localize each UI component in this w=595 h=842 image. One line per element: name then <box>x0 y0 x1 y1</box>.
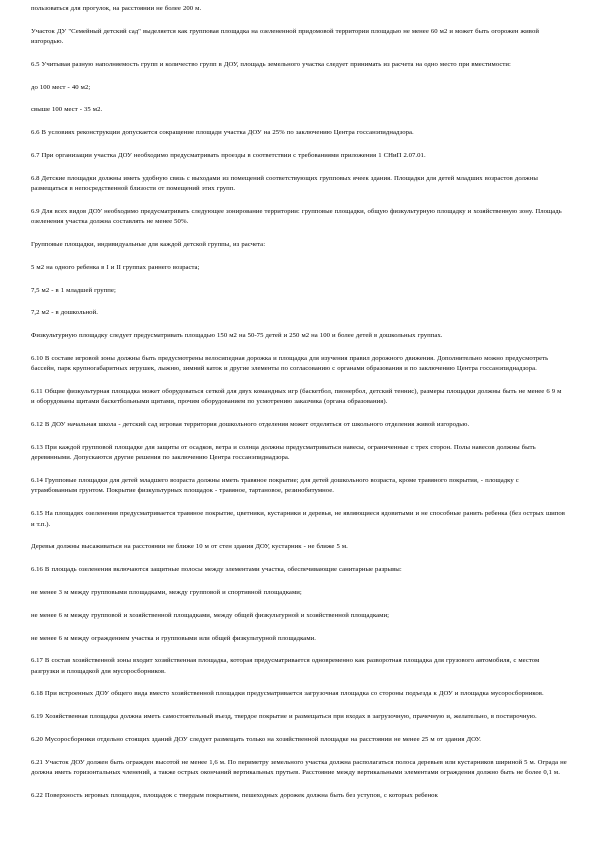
paragraph-6-13: 6.13 При каждой групповой площадке для защиты от осадков, ветра и солнца должны предусматриваться навесы, ограниченные с трех сторон. Полы навесов должны быть деревянными. Допускаются другие решения по заключению Центра госсанэпиднадзора. <box>31 444 536 462</box>
paragraph-6-19: 6.19 Хозяйственная площадка должна иметь самостоятельный въезд, твердое покрытие и размещаться при входах в загрузочную, прачечную и, желательно, в постирочную. <box>31 713 537 721</box>
paragraph-gap-6m-fence: не менее 6 м между ограждением участка и групповыми или общей физкультурной площадками. <box>31 634 316 642</box>
paragraph-rate-preschool: 7,2 м2 - в дошкольной. <box>31 309 98 317</box>
paragraph-6-10: 6.10 В составе игровой зоны должны быть предусмотрены велосипедная дорожка и площадка для изучения правил дорожного движения. Дополнительно можно предусмотреть бассейн, парк крупногабаритных игрушек, лыжню, зимний каток и другие элементы по согласованию с органами образования и по заключению Центра госсанэпиднадзора. <box>31 355 549 373</box>
paragraph-continuation: пользоваться для прогулок, на расстоянии не более 200 м. <box>31 5 202 12</box>
document-page <box>31 4 567 814</box>
paragraph-6-20: 6.20 Мусоросборники отдельно стоящих зданий ДОУ следует размещать только на хозяйственной площадке на расстоянии не менее 25 м от здания ДОУ. <box>31 735 481 743</box>
paragraph-6-8: 6.8 Детские площадки должны иметь удобную связь с выходами из помещений соответствующих групповых ячеек здания. Площадки для детей младших возрастов должны размещаться в непосредственной близости от помещений этих групп. <box>31 174 538 193</box>
paragraph-6-15: 6.15 На площадях озеленения предусматривается травяное покрытие, цветники, кустарники и деревья, не являющиеся ядовитыми и не способные ранить ребенка (без острых шипов и т.п.). <box>31 510 566 528</box>
paragraph-rate-junior: 7,5 м2 - в 1 младшей группе; <box>31 286 116 294</box>
paragraph-gap-3m: не менее 3 м между групповыми площадками, между групповой и спортивной площадками; <box>31 588 302 596</box>
paragraph-6-21: 6.21 Участок ДОУ должен быть огражден высотой не менее 1,6 м. По периметру земельного участка должна располагаться полоса деревьев или кустарников шириной 5 м. Ограда не должна иметь горизонтальных членений, а также острых окончаний вертикальных прутьев. Расстояние между вертикальными элементами ограждения должно быть не более 0,1 м. <box>31 758 567 777</box>
paragraph-6-12: 6.12 В ДОУ начальная школа - детский сад игровая территория дошкольного отделения может отделяться от школьного отделения живой изгородью. <box>31 421 470 429</box>
paragraph-6-11: 6.11 Общие физкультурная площадка может оборудоваться сеткой для двух командных игр (баскетбол, пионербол, детский теннис), размеры площадки должны быть не менее 6 9 м и оборудованы щитами баскетбольными щитами, прочим оборудованием по усмотрению заказчика (органа образования). <box>31 388 562 406</box>
paragraph-6-6: 6.6 В условиях реконструкции допускается сокращение площади участка ДОУ на 25% по заключению Центра госсанэпиднадзора. <box>31 129 414 137</box>
paragraph-rate-early: 5 м2 на одного ребенка в I и II группах раннего возраста; <box>31 263 200 271</box>
paragraph-6-9: 6.9 Для всех видов ДОУ необходимо предусматривать следующее зонирование территории: групповые площадки, общую физкультурную площадку и хозяйственную зону. Площадь озеленения участка должна составлять не менее 50%. <box>31 207 562 226</box>
paragraph-sports-area: Физкультурную площадку следует предусматривать площадью 150 м2 на 50-75 детей и 250 м2 на 100 и более детей в дошкольных группах. <box>31 332 443 340</box>
paragraph-6-7: 6.7 При организации участка ДОУ необходимо предусматривать проезды в соответствии с требованиями приложения 1 СНиП 2.07.01. <box>31 152 426 160</box>
paragraph-over-100: свыше 100 мест - 35 м2. <box>31 106 103 114</box>
paragraph-6-17: 6.17 В состав хозяйственной зоны входит хозяйственная площадка, которая предусматривается одновременно как разворотная площадка для грузового автомобиля, с местом разгрузки и площадкой для мусоросборников. <box>31 657 540 675</box>
paragraph-6-5: 6.5 Учитывая разную наполняемость групп и количество групп в ДОУ, площадь земельного участка следует принимать из расчета на одно место при вместимости: <box>31 60 511 68</box>
paragraph-6-14: 6.14 Групповые площадки для детей младшего возраста должны иметь травяное покрытие; для детей дошкольного возраста, кроме травяного покрытия, - площадку с утрамбованным грунтом. Покрытие физкультурных площадок - травяное, тартановое, резинобитумное. <box>31 477 519 495</box>
paragraph-gap-6m-service: не менее 6 м между групповой и хозяйственной площадками, между общей физкультурной и хозяйственной площадками; <box>31 611 389 619</box>
paragraph-trees-distance: Деревья должны высаживаться на расстоянии не ближе 10 м от стен здания ДОУ, кустарник - не ближе 5 м. <box>31 543 348 551</box>
paragraph-6-18: 6.18 При встроенных ДОУ общего вида вместо хозяйственной площадки предусматривается загрузочная площадка со стороны подъезда к ДОУ и площадка мусоросборников. <box>31 690 544 698</box>
paragraph-group-areas: Групповые площадки, индивидуальные для каждой детской группы, из расчета: <box>31 241 266 249</box>
paragraph-6-22: 6.22 Поверхность игровых площадок, площадок с твердым покрытием, пешеходных дорожек должна быть без уступов, с которых ребенок <box>31 791 438 799</box>
paragraph-family-kindergarten: Участок ДУ "Семейный детский сад" выделяется как групповая площадка на озелененной придомовой территории площадью не менее 60 м2 и может быть огорожен живой изгородью. <box>31 27 539 46</box>
paragraph-6-16: 6.16 В площадь озеленения включаются защитные полосы между элементами участка, обеспечивающие санитарные разрывы: <box>31 566 402 574</box>
paragraph-up-to-100: до 100 мест - 40 м2; <box>31 83 91 91</box>
